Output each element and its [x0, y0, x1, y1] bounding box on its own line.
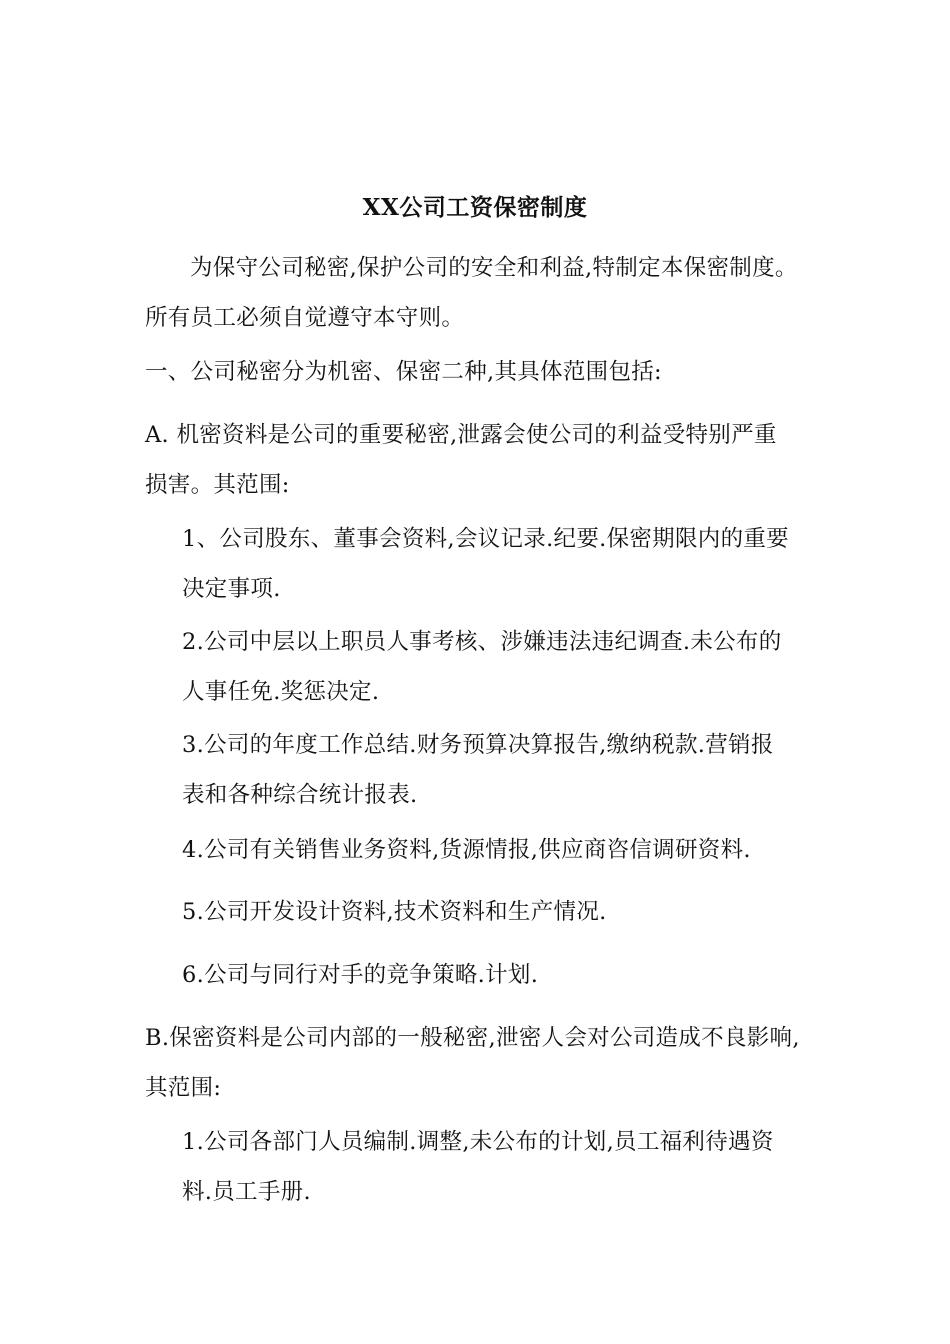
section-a-item-3	[182, 720, 822, 820]
intro-paragraph	[145, 243, 815, 343]
list-item-line: 决定事项.	[182, 576, 281, 602]
section-1-heading	[145, 347, 815, 397]
list-item-line: 3.公司的年度工作总结.财务预算决算报告,缴纳税款.营销报	[182, 732, 774, 758]
section-a-paragraph	[145, 410, 815, 510]
list-item-line: 1、公司股东、董事会资料,会议记录.纪要.保密期限内的重要	[182, 526, 789, 552]
section-a-item-6	[182, 950, 822, 1000]
section-1-heading-text: 一、公司秘密分为机密、保密二种,其具体范围包括:	[145, 359, 662, 385]
section-a-line-2: 损害。其范围:	[145, 472, 290, 498]
intro-line-1: 为保守公司秘密,保护公司的安全和利益,特制定本保密制度。	[190, 255, 798, 281]
section-a-line-1: A. 机密资料是公司的重要秘密,泄露会使公司的利益受特别严重	[145, 422, 777, 448]
section-b-paragraph	[145, 1013, 815, 1113]
document-title: XX公司工资保密制度	[362, 194, 588, 221]
section-a-item-5	[182, 887, 822, 937]
list-item-line: 6.公司与同行对手的竞争策略.计划.	[182, 962, 539, 988]
section-b-line-1: B.保密资料是公司内部的一般秘密,泄密人会对公司造成不良影响,	[145, 1025, 800, 1051]
list-item-line: 表和各种综合统计报表.	[182, 782, 418, 808]
list-item-line: 人事任免.奖惩决定.	[182, 679, 380, 705]
list-item-line: 1.公司各部门人员编制.调整,未公布的计划,员工福利待遇资	[182, 1129, 774, 1155]
section-a-item-4	[182, 825, 822, 875]
list-item-line: 4.公司有关销售业务资料,货源情报,供应商咨信调研资料.	[182, 837, 751, 863]
intro-line-2: 所有员工必须自觉遵守本守则。	[145, 305, 465, 331]
list-item-line: 5.公司开发设计资料,技术资料和生产情况.	[182, 899, 607, 925]
section-b-item-1	[182, 1117, 822, 1217]
section-a-item-1	[182, 514, 822, 614]
list-item-line: 料.员工手册.	[182, 1179, 311, 1205]
section-a-item-2	[182, 617, 822, 717]
section-b-line-2: 其范围:	[145, 1075, 222, 1101]
list-item-line: 2.公司中层以上职员人事考核、涉嫌违法违纪调查.未公布的	[182, 629, 782, 655]
